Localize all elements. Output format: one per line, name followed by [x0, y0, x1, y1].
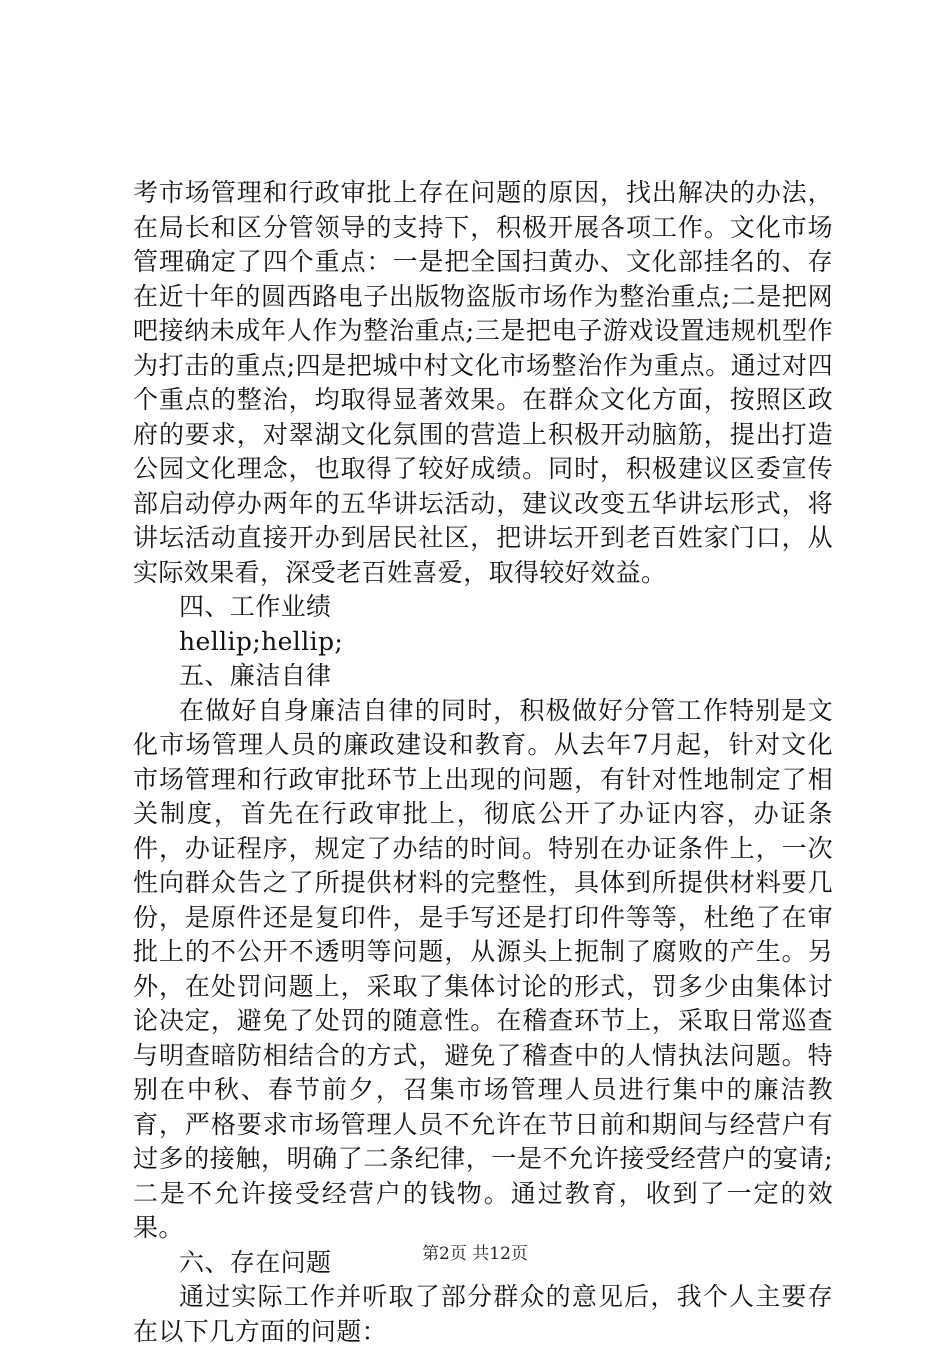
paragraph-integrity: 在做好自身廉洁自律的同时，积极做好分管工作特别是文化市场管理人员的廉政建设和教育。从去年7月起，针对文化市场管理和行政审批环节上出现的问题，有针对性地制定了相关制度，首先在行政审批上，彻底公开了办证内容，办证条件，办证程序，规定了办结的时间。特别在办证条件上，一次性向群众告之了所提供材料的完整性，具体到所提供材料要几份，是原件还是复印件，是手写还是打印件等等，杜绝了在审批上的不公开不透明等问题，从源头上扼制了腐败的产生。另外，在处罚问题上，采取了集体讨论的形式，罚多少由集体讨论决定，避免了处罚的随意性。在稽查环节上，采取日常巡查与明查暗防相结合的方式，避免了稽查中的人情执法问题。特别在中秋、春节前夕，召集市场管理人员进行集中的廉洁教育，严格要求市场管理人员不允许在节日前和期间与经营户有过多的接触，明确了二条纪律，一是不允许接受经营户的宴请;二是不允许接受经营户的钱物。通过教育，收到了一定的效果。 — [133, 695, 833, 1242]
document-body — [133, 176, 833, 1349]
section-heading-problems: 六、存在问题 — [179, 1247, 332, 1277]
ellipsis-placeholder: hellip;hellip; — [179, 626, 344, 656]
paragraph-problems-intro: 通过实际工作并听取了部分群众的意见后，我个人主要存在以下几方面的问题： — [133, 1282, 833, 1346]
section-heading-integrity: 五、廉洁自律 — [179, 661, 332, 690]
paragraph-continuation: 考市场管理和行政审批上存在问题的原因，找出解决的办法，在局长和区分管领导的支持下，积极开展各项工作。文化市场管理确定了四个重点：一是把全国扫黄办、文化部挂名的、存在近十年的圆西路电子出版物盗版市场作为整治重点;二是把网吧接纳未成年人作为整治重点;三是把电子游戏设置违规机型作为打击的重点;四是把城中村文化市场整治作为重点。通过对四个重点的整治，均取得显著效果。在群众文化方面，按照区政府的要求，对翠湖文化氛围的营造上积极开动脑筋，提出打造公园文化理念，也取得了较好成绩。同时，积极建议区委宣传部启动停办两年的五华讲坛活动，建议改变五华讲坛形式，将讲坛活动直接开办到居民社区，把讲坛开到老百姓家门口，从实际效果看，深受老百姓喜爱，取得较好效益。 — [133, 178, 833, 587]
section-heading-work-achievements: 四、工作业绩 — [179, 592, 332, 621]
page-number-footer: 第2页 共12页 — [422, 1244, 528, 1264]
